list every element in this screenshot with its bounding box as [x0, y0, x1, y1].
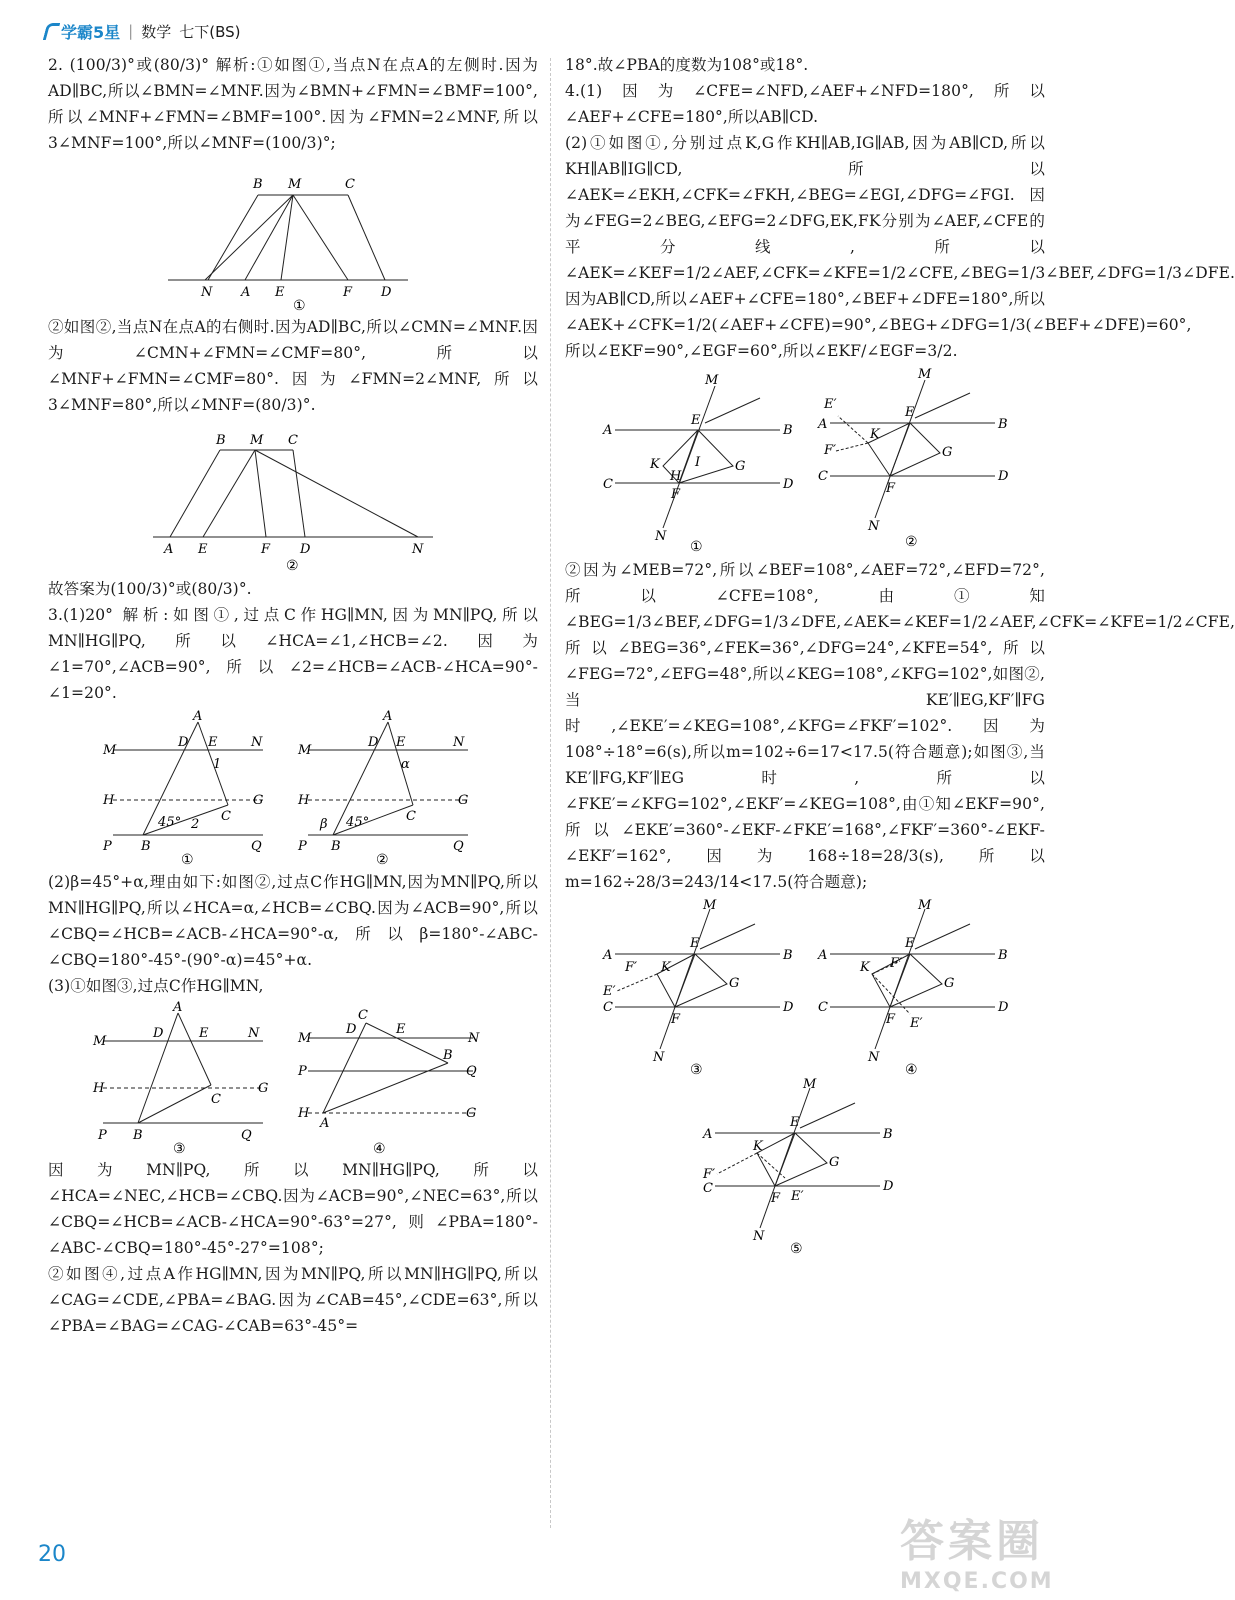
svg-text:G: G [944, 976, 955, 991]
svg-text:N: N [655, 529, 667, 544]
svg-text:A: A [164, 542, 174, 557]
svg-text:D: D [381, 285, 392, 300]
svg-text:C: C [345, 177, 356, 192]
svg-text:B: B [253, 177, 263, 192]
svg-text:M: M [803, 1077, 817, 1092]
svg-text:F′: F′ [625, 960, 638, 975]
figure-q3-1-2 [103, 709, 483, 868]
svg-text:A: A [320, 1116, 330, 1131]
brand-name: 学霸5星 [61, 22, 121, 42]
svg-text:C: C [288, 433, 299, 448]
svg-text:D: D [998, 1000, 1009, 1015]
watermark-url: MXQE.COM [900, 1569, 1054, 1594]
svg-text:A: A [383, 709, 393, 724]
svg-text:N: N [868, 519, 880, 534]
svg-text:α: α [401, 757, 410, 772]
svg-text:M: M [918, 367, 932, 382]
svg-text:E′: E′ [603, 984, 616, 999]
svg-text:45°: 45° [158, 815, 182, 830]
svg-text:A: A [603, 423, 613, 438]
svg-text:E: E [396, 1022, 406, 1037]
svg-text:E: E [275, 285, 285, 300]
svg-text:F: F [671, 1012, 681, 1027]
fig-caption: ② [376, 852, 389, 868]
svg-text:C: C [358, 1008, 369, 1023]
svg-text:Q: Q [466, 1064, 477, 1079]
svg-text:M: M [93, 1034, 107, 1049]
q4-paragraph-1: 4.(1)因为∠CFE=∠NFD,∠AEF+∠NFD=180°,所以∠AEF+∠CFE=180°,所以AB∥CD. [565, 82, 1045, 126]
fig-caption: ① [181, 852, 194, 868]
svg-text:D: D [368, 735, 379, 750]
svg-text:F′: F′ [890, 956, 903, 971]
svg-text:N: N [412, 542, 424, 557]
svg-text:E′: E′ [910, 1016, 923, 1031]
svg-text:N: N [251, 735, 263, 750]
svg-text:C: C [818, 1000, 829, 1015]
svg-text:D: D [153, 1026, 164, 1041]
figure-q2-2 [148, 422, 438, 572]
svg-text:G: G [735, 459, 746, 474]
svg-text:C: C [703, 1181, 714, 1196]
svg-text:N: N [201, 285, 213, 300]
svg-text:K: K [661, 960, 671, 975]
svg-text:C: C [211, 1092, 222, 1107]
q4-paragraph-3: ②因为∠MEB=72°,所以∠BEF=108°,∠AEF=72°,∠EFD=72°,所以∠CFE=108°,由①知∠BEG=1/3∠BEF,∠DFG=1/3∠DFE,∠AEK=∠KEF=1/2∠AEF,∠CFK=∠KFE=1/2∠CFE,所以∠BEG=36°,∠FEK=36°,∠DFG=24°,∠KFE=54°,所以∠FEG=72°,∠EFG=48°,所以∠KEG=108°,∠KFG=102°,如图②,当KE′∥EG,KF′∥FG时,∠EKE′=∠KEG=108°,∠KFG=∠FKF′=102°.因为108°÷18°=6(s),所以m=102÷6=17<17.5(符合题意);如图③,当KE′∥FG,KF′∥EG时,所以∠FKE′=∠KFG=102°,∠EKF′=∠KEG=108°,由①知∠EKF=90°,所以∠EKE′=360°-∠EKF-∠FKE′=168°,∠FKF′=360°-∠EKF-∠EKF′=162°,因为168÷18=28/3(s),所以m=162÷28/3=243/14<17.5(符合题意); [565, 561, 1235, 891]
q3-continuation: 18°.故∠PBA的度数为108°或18°. [565, 56, 809, 74]
fig-caption: ① [690, 539, 703, 555]
svg-text:D: D [783, 1000, 794, 1015]
svg-text:H: H [93, 1081, 105, 1096]
left-column [48, 52, 538, 1339]
svg-text:M: M [288, 177, 302, 192]
svg-text:F: F [771, 1191, 781, 1206]
figure-q4-1-2 [595, 368, 1015, 553]
svg-text:B: B [331, 839, 341, 854]
svg-text:D: D [883, 1179, 894, 1194]
svg-text:F: F [261, 542, 271, 557]
fig-caption: ③ [173, 1141, 186, 1157]
svg-text:E: E [905, 405, 915, 420]
fig-caption: ⑤ [790, 1241, 803, 1257]
svg-text:2: 2 [191, 817, 200, 832]
svg-text:F′: F′ [703, 1167, 716, 1182]
svg-text:N: N [653, 1050, 665, 1065]
svg-text:M: M [705, 373, 719, 388]
svg-text:E: E [690, 936, 700, 951]
svg-text:D: D [300, 542, 311, 557]
svg-text:H: H [298, 1106, 310, 1121]
q2-paragraph-1: 2. (100/3)°或(80/3)° 解析:①如图①,当点N在点A的左侧时.因为AD∥BC,所以∠BMN=∠MNF.因为∠BMN+∠FMN=∠BMF=100°,所以∠MNF+∠FMN=∠BMF=100°.因为∠FMN=2∠MNF,所以3∠MNF=100°,所以∠MNF=(100/3)°; [48, 56, 538, 152]
svg-text:F: F [343, 285, 353, 300]
svg-text:B: B [141, 839, 151, 854]
svg-text:K: K [870, 427, 880, 442]
fig-caption: ② [286, 558, 299, 574]
fig-caption: ③ [690, 1062, 703, 1078]
svg-text:A: A [818, 948, 828, 963]
svg-text:A: A [173, 1000, 183, 1015]
svg-text:B: B [133, 1128, 143, 1143]
page-number: 20 [38, 1542, 66, 1567]
svg-text:G: G [258, 1081, 269, 1096]
svg-text:F: F [886, 481, 896, 496]
svg-text:N: N [753, 1229, 765, 1244]
svg-text:E′: E′ [791, 1189, 804, 1204]
svg-text:A: A [703, 1127, 713, 1142]
svg-text:B: B [998, 948, 1008, 963]
svg-text:B: B [783, 423, 793, 438]
svg-text:C: C [406, 809, 417, 824]
svg-text:G: G [458, 793, 469, 808]
svg-text:M: M [298, 743, 312, 758]
svg-text:B: B [883, 1127, 893, 1142]
svg-text:β: β [320, 817, 328, 832]
svg-text:N: N [453, 735, 465, 750]
svg-text:H: H [670, 469, 682, 484]
brand-logo [45, 20, 120, 43]
fig-caption: ④ [373, 1141, 386, 1157]
svg-text:H: H [103, 793, 115, 808]
svg-text:F′: F′ [824, 443, 837, 458]
figure-q4-5 [695, 1077, 915, 1257]
svg-text:B: B [443, 1048, 453, 1063]
svg-text:H: H [298, 793, 310, 808]
fig-caption: ① [293, 298, 306, 314]
svg-text:E: E [208, 735, 218, 750]
watermark-text: 答案圈 [900, 1516, 1044, 1567]
q3-paragraph-5: ②如图④,过点A作HG∥MN,因为MN∥PQ,所以MN∥HG∥PQ,所以∠CAG=∠CDE,∠PBA=∠BAG.因为∠CAB=45°,∠CDE=63°,所以∠PBA=∠BAG=∠CAG-∠CAB=63°-45°= [48, 1265, 538, 1335]
svg-text:D: D [783, 477, 794, 492]
q2-paragraph-2: ②如图②,当点N在点A的右侧时.因为AD∥BC,所以∠CMN=∠MNF.因为∠CMN+∠FMN=∠CMF=80°,所以∠MNF+∠FMN=∠CMF=80°.因为∠FMN=2∠MNF,所以3∠MNF=80°,所以∠MNF=(80/3)°. [48, 318, 538, 414]
svg-text:E: E [396, 735, 406, 750]
svg-text:M: M [250, 433, 264, 448]
figure-q3-3-4 [93, 1000, 493, 1157]
q3-paragraph-3: (3)①如图③,过点C作HG∥MN, [48, 977, 264, 995]
svg-text:K: K [860, 960, 870, 975]
svg-text:G: G [942, 445, 953, 460]
svg-text:K: K [650, 457, 660, 472]
q3-paragraph-2: (2)β=45°+α,理由如下:如图②,过点C作HG∥MN,因为MN∥PQ,所以MN∥HG∥PQ,所以∠HCA=α,∠HCB=∠CBQ.因为∠ACB=90°,所以∠CBQ=∠HCB=∠ACB-∠HCA=90°-α,所以β=180°-∠ABC-∠CBQ=180°-45°-(90°-α)=45°+α. [48, 873, 538, 969]
svg-text:E′: E′ [824, 397, 837, 412]
svg-text:M: M [918, 898, 932, 913]
svg-text:P: P [103, 839, 112, 854]
svg-text:E: E [199, 1026, 209, 1041]
svg-text:G: G [729, 976, 740, 991]
svg-text:45°: 45° [346, 815, 370, 830]
svg-text:Q: Q [251, 839, 262, 854]
svg-text:G: G [829, 1155, 840, 1170]
svg-text:M: M [298, 1031, 312, 1046]
svg-text:E: E [691, 413, 701, 428]
q3-paragraph-1: 3.(1)20° 解析:如图①,过点C作HG∥MN,因为MN∥PQ,所以MN∥HG∥PQ,所以∠HCA=∠1,∠HCB=∠2.因为∠1=70°,∠ACB=90°,所以∠2=∠HCB=∠ACB-∠HCA=90°-∠1=20°. [48, 606, 538, 702]
fig-caption: ② [905, 534, 918, 550]
svg-text:C: C [221, 809, 232, 824]
svg-text:C: C [603, 477, 614, 492]
q3-paragraph-4: 因为MN∥PQ,所以MN∥HG∥PQ,所以∠HCA=∠NEC,∠HCB=∠CBQ.因为∠ACB=90°,∠NEC=63°,所以∠CBQ=∠HCB=∠ACB-∠HCA=90°-63°=27°,则∠PBA=180°-∠ABC-∠CBQ=180°-45°-27°=108°; [48, 1161, 538, 1257]
svg-text:F: F [886, 1012, 896, 1027]
svg-text:D: D [178, 735, 189, 750]
header-grade: 七下(BS) [179, 22, 241, 41]
svg-text:M: M [103, 743, 117, 758]
q2-paragraph-3: 故答案为(100/3)°或(80/3)°. [48, 580, 252, 598]
right-column [565, 52, 1235, 1257]
svg-text:I: I [695, 455, 701, 470]
svg-text:F: F [671, 487, 681, 502]
svg-text:B: B [998, 417, 1008, 432]
svg-text:P: P [298, 1064, 307, 1079]
svg-text:M: M [703, 898, 717, 913]
svg-text:N: N [868, 1050, 880, 1065]
svg-text:Q: Q [453, 839, 464, 854]
brand-mark-icon [43, 23, 61, 40]
svg-text:D: D [998, 469, 1009, 484]
svg-text:P: P [298, 839, 307, 854]
svg-text:Q: Q [241, 1128, 252, 1143]
svg-text:D: D [346, 1022, 357, 1037]
svg-text:1: 1 [213, 757, 222, 772]
watermark [900, 1505, 1080, 1595]
svg-text:N: N [248, 1026, 260, 1041]
svg-text:A: A [818, 417, 828, 432]
q4-paragraph-2: (2)①如图①,分别过点K,G作KH∥AB,IG∥AB,因为AB∥CD,所以KH∥AB∥IG∥CD,所以∠AEK=∠EKH,∠CFK=∠FKH,∠BEG=∠EGI,∠DFG=∠FGI.因为∠FEG=2∠BEG,∠EFG=2∠DFG,EK,FK分别为∠AEF,∠CFE的平分线,所以∠AEK=∠KEF=1/2∠AEF,∠CFK=∠KFE=1/2∠CFE,∠BEG=1/3∠BEF,∠DFG=1/3∠DFE.因为AB∥CD,所以∠AEF+∠CFE=180°,∠BEF+∠DFE=180°,所以∠AEK+∠CFK=1/2(∠AEF+∠CFE)=90°,∠BEG+∠DFG=1/3(∠BEF+∠DFE)=60°,所以∠EKF=90°,∠EGF=60°,所以∠EKF/∠EGF=3/2. [565, 134, 1235, 360]
svg-text:E: E [790, 1115, 800, 1130]
svg-text:B: B [783, 948, 793, 963]
header-separator: | [128, 22, 134, 40]
svg-text:A: A [193, 709, 203, 724]
svg-text:B: B [216, 433, 226, 448]
svg-text:C: C [818, 469, 829, 484]
svg-text:A: A [241, 285, 251, 300]
column-divider [550, 58, 551, 1528]
svg-text:A: A [603, 948, 613, 963]
svg-text:K: K [753, 1139, 763, 1154]
figure-q4-3-4 [595, 898, 1015, 1078]
fig-caption: ④ [905, 1062, 918, 1078]
svg-text:C: C [603, 1000, 614, 1015]
svg-text:E: E [905, 936, 915, 951]
svg-text:G: G [253, 793, 264, 808]
svg-text:N: N [468, 1031, 480, 1046]
page-header [45, 18, 240, 44]
svg-text:G: G [466, 1106, 477, 1121]
svg-text:E: E [198, 542, 208, 557]
header-subject: 数学 [141, 22, 172, 41]
svg-text:P: P [98, 1128, 107, 1143]
figure-q2-1 [163, 160, 423, 314]
